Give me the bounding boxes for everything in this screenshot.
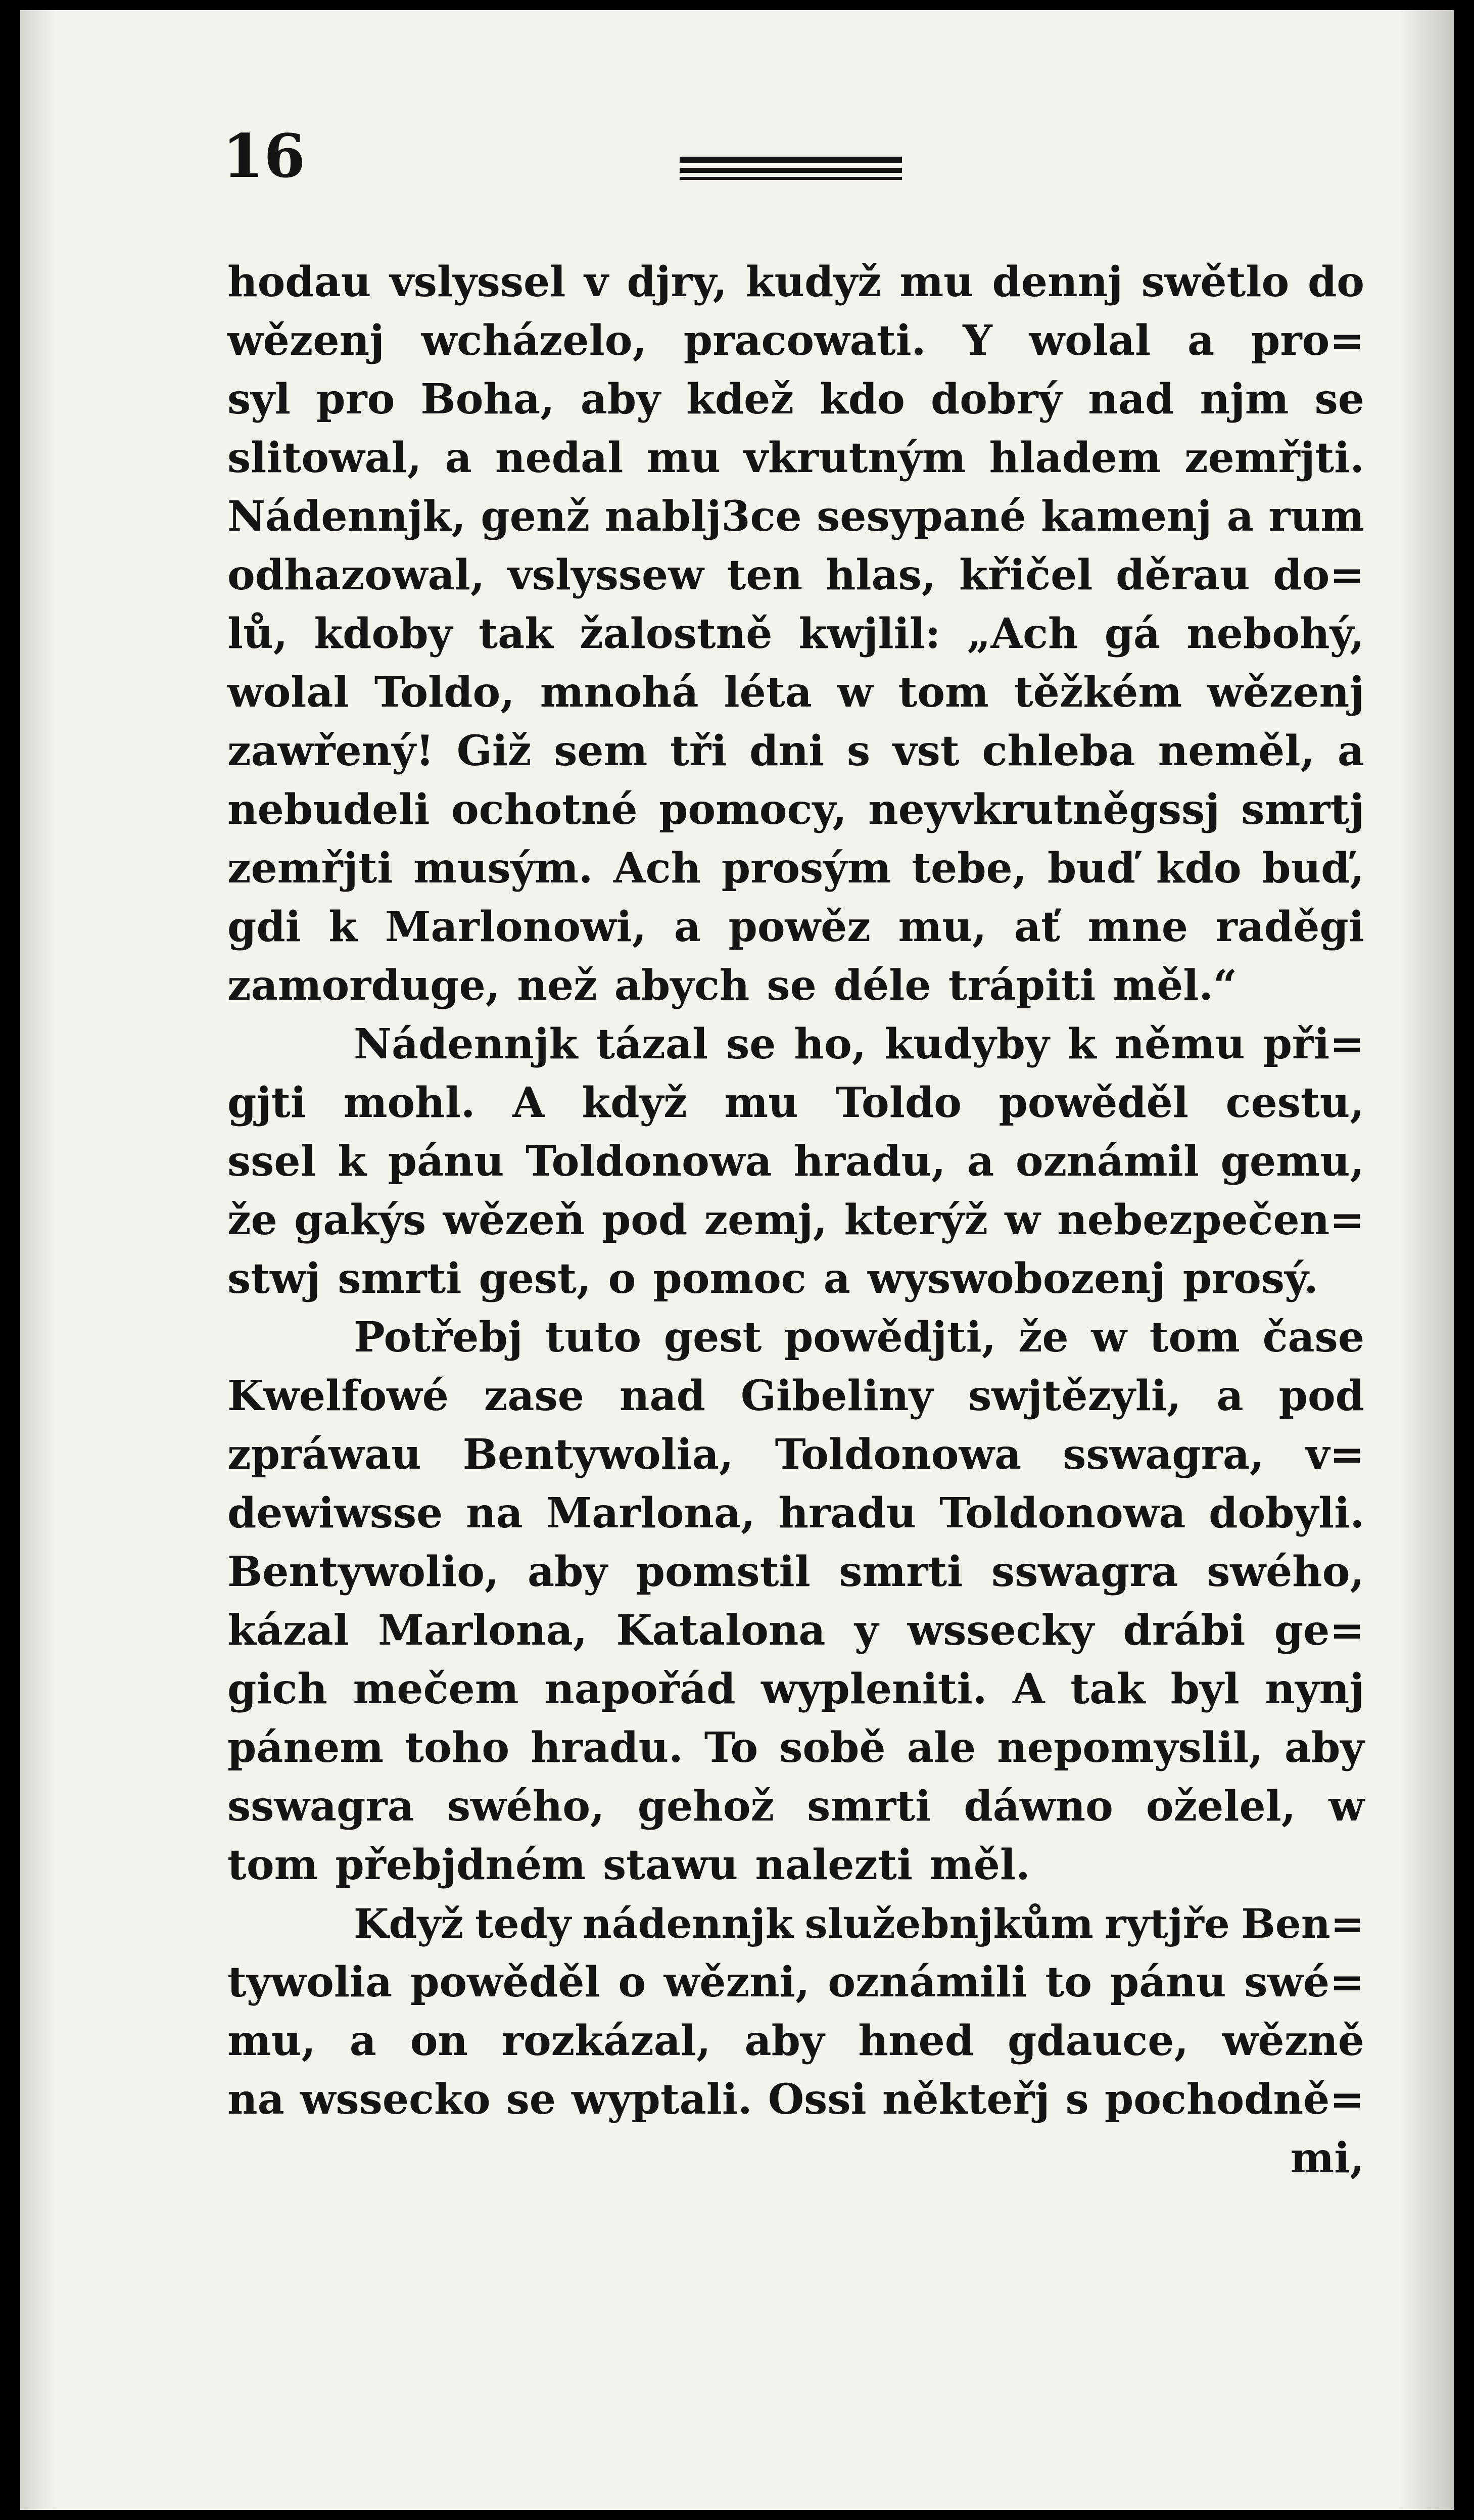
text-line: zemřjti musým. Ach prosým tebe, buď kdo buď, bbox=[227, 844, 1364, 893]
text-line: nebudeli ochotné pomocy, neyvkrutněgssj smrtj bbox=[227, 785, 1364, 834]
header-ornament-rule bbox=[680, 157, 902, 182]
text-line: sswagra swého, gehož smrti dáwno oželel, w bbox=[227, 1782, 1364, 1831]
page-header bbox=[20, 10, 1454, 222]
text-line: Nádennjk, genž nablj3ce sesypané kamenj a rum bbox=[227, 492, 1364, 541]
text-line: kázal Marlona, Katalona y wssecky drábi ge= bbox=[227, 1606, 1364, 1655]
book-page bbox=[20, 10, 1454, 2510]
body-text bbox=[227, 253, 1364, 2187]
text-line: pánem toho hradu. To sobě ale nepomyslil, aby bbox=[227, 1723, 1364, 1772]
text-line: syl pro Boha, aby kdež kdo dobrý nad njm se bbox=[227, 375, 1364, 424]
text-line: že gakýs wězeň pod zemj, kterýž w nebezpečen= bbox=[227, 1196, 1364, 1244]
text-line: dewiwsse na Marlona, hradu Toldonowa dobyli. bbox=[227, 1489, 1364, 1537]
text-line: gdi k Marlonowi, a powěz mu, ať mne raděgi bbox=[227, 903, 1364, 951]
text-line: Bentywolio, aby pomstil smrti sswagra swého, bbox=[227, 1548, 1364, 1596]
text-line: ssel k pánu Toldonowa hradu, a oznámil gemu, bbox=[227, 1137, 1364, 1186]
text-line: mu, a on rozkázal, aby hned gdauce, wězně bbox=[227, 2017, 1364, 2065]
text-line: gjti mohl. A když mu Toldo powěděl cestu, bbox=[227, 1079, 1364, 1127]
text-line: lů, kdoby tak žalostně kwjlil: „Ach gá nebohý, bbox=[227, 610, 1364, 658]
text-line: Potřebj tuto gest powědjti, že w tom čase bbox=[354, 1313, 1364, 1362]
text-line: na wssecko se wyptali. Ossi někteřj s pochodně= bbox=[227, 2075, 1364, 2124]
text-line: hodau vslyssel v djry, kudyž mu dennj swětlo do bbox=[227, 258, 1364, 306]
text-line: stwj smrti gest, o pomoc a wyswobozenj prosý. bbox=[227, 1254, 1318, 1303]
text-line: Když tedy nádennjk služebnjkům rytjře Ben= bbox=[354, 1900, 1364, 1947]
page-number: 16 bbox=[222, 121, 306, 191]
page-edge-shadow bbox=[1398, 10, 1454, 2510]
catchword-text: mi, bbox=[1290, 2134, 1364, 2182]
text-line: tom přebjdném stawu nalezti měl. bbox=[227, 1841, 1030, 1889]
text-line: zpráwau Bentywolia, Toldonowa sswagra, v= bbox=[227, 1430, 1364, 1479]
text-line: Kwelfowé zase nad Gibeliny swjtězyli, a pod bbox=[227, 1372, 1364, 1420]
text-line: tywolia powěděl o wězni, oznámili to pánu swé= bbox=[227, 1958, 1364, 2006]
text-line: gich mečem napořád wypleniti. A tak byl nynj bbox=[227, 1665, 1364, 1713]
text-line: slitowal, a nedal mu vkrutným hladem zemřjti. bbox=[227, 434, 1364, 482]
catchword bbox=[227, 2129, 1364, 2187]
text-line: wolal Toldo, mnohá léta w tom těžkém wězenj bbox=[227, 668, 1364, 717]
text-line: odhazowal, vslyssew ten hlas, křičel děrau do= bbox=[227, 551, 1364, 599]
page-gutter-shadow bbox=[20, 10, 56, 2510]
text-line: Nádennjk tázal se ho, kudyby k němu při= bbox=[354, 1020, 1364, 1068]
text-line: wězenj wcházelo, pracowati. Y wolal a pro= bbox=[227, 316, 1364, 365]
text-line: zawřený! Giž sem tři dni s vst chleba neměl, a bbox=[227, 727, 1364, 775]
text-line: zamorduge, než abych se déle trápiti měl.“ bbox=[227, 961, 1238, 1010]
